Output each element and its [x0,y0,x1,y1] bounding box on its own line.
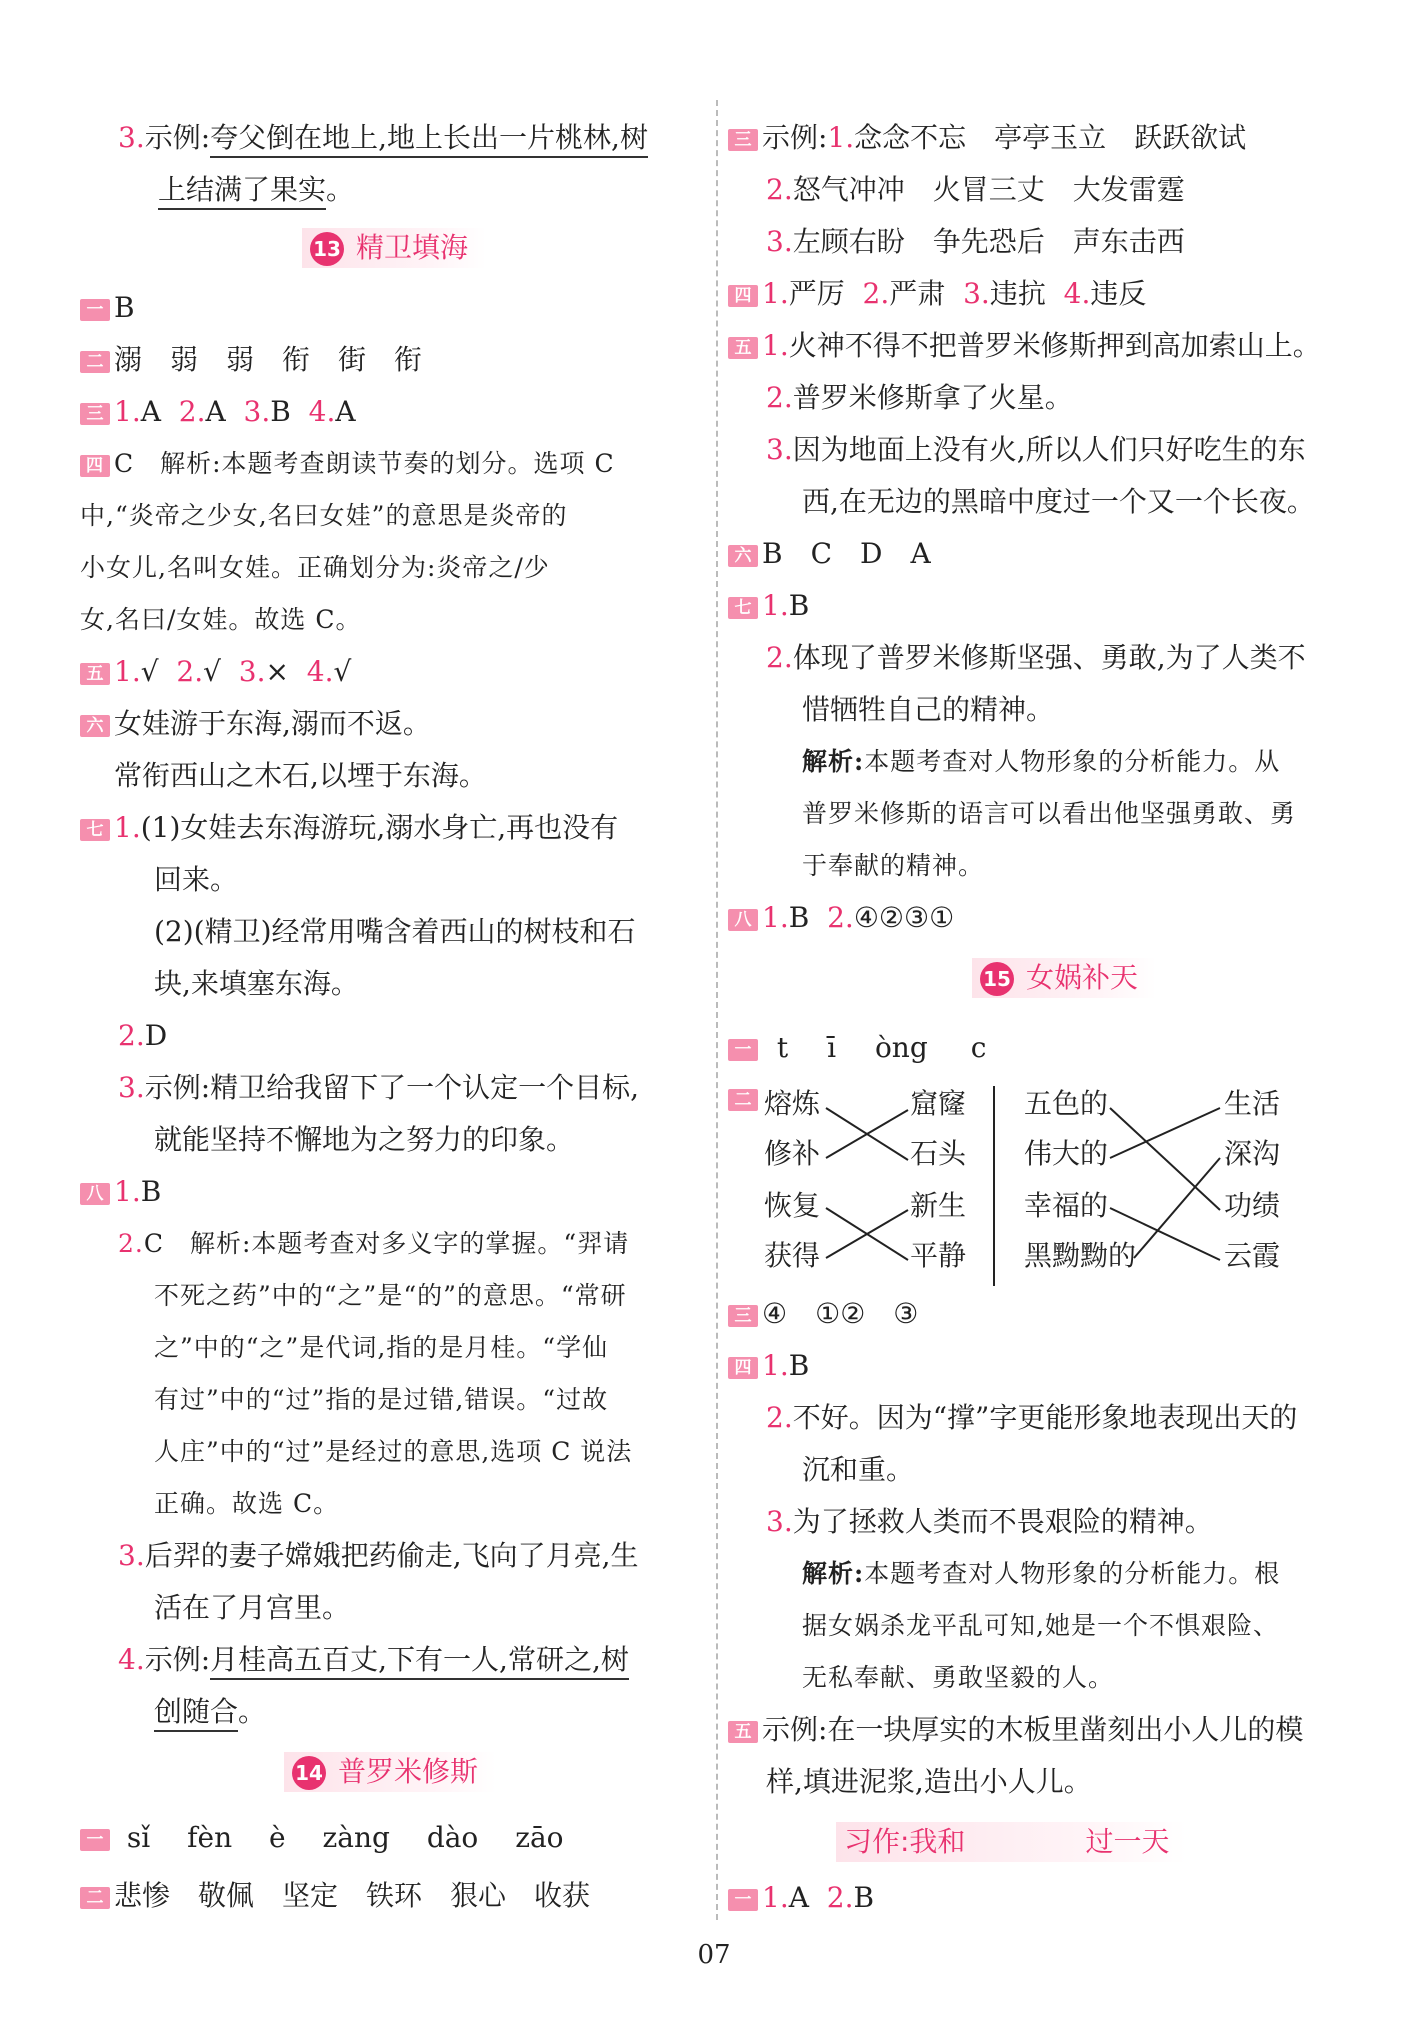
s13-answer-6-line1: 六 女娃游于东海,溺而不返。 [80,706,431,742]
s13-answer-8-3-line1: 3.后羿的妻子嫦娥把药偷走,飞向了月亮,生 [118,1539,639,1572]
match-right-a-2: 幸福的 [1024,1189,1109,1222]
s13-answer-7-3-line1: 3.示例:精卫给我留下了一个认定一个目标, [118,1071,640,1104]
s14-answer-2: 二 悲惨 敬佩 坚定 铁环 狠心 收获 [80,1878,590,1914]
section-badge: 五 [80,663,110,685]
section-badge: 二 [80,1887,110,1909]
s14-answer-1: 一 sǐ fèn è zàng dào zāo [80,1820,564,1856]
writing-answer-1: 一 1.A 2.B [728,1880,874,1916]
s14-answer-3-line1: 三 示例:1.念念不忘 亭亭玉立 跃跃欲试 [728,120,1246,156]
section-badge: 五 [728,1721,758,1743]
section-title-writing: 习作:我和 过一天 [836,1822,1187,1862]
s14-answer-3-line3: 3.左顾右盼 争先恐后 声东击西 [766,225,1185,258]
s14-answer-7-2-line1: 2.体现了普罗米修斯坚强、勇敢,为了人类不 [766,641,1306,674]
s15-answer-2-badge [728,1080,762,1116]
s14-answer-5-2: 2.普罗米修斯拿了火星。 [766,381,1073,414]
s13-answer-8-2-line1: 2.C 解析:本题考查对多义字的掌握。“羿请 [118,1229,630,1258]
s15-analysis-line1: 解析:本题考查对人物形象的分析能力。根 [802,1559,1281,1588]
s13-answer-8-2-line4: 有过”中的“过”指的是过错,错误。“过故 [154,1385,609,1414]
s13-answer-8-2-line3: 之”中的“之”是代词,指的是月桂。“学仙 [154,1333,609,1362]
section-badge: 一 [728,1889,758,1911]
s13-answer-4-line3: 小女儿,名叫女娃。正确划分为:炎帝之/少 [80,553,550,582]
s14-answer-7-2-line2: 惜牺牲自己的精神。 [802,693,1055,726]
section-badge: 二 [80,351,110,373]
s15-answer-1: 一 t ī òng c [728,1030,986,1066]
page-number: 07 [697,1940,731,1970]
match-right-b-1: 深沟 [1224,1137,1281,1170]
match-left-a-1: 修补 [764,1137,821,1170]
s13-answer-1: 一 B [80,290,135,326]
s13-answer-8-2-line2: 不死之药”中的“之”是“的”的意思。“常研 [154,1281,627,1310]
s13-answer-7-3-line2: 就能坚持不懈地为之努力的印象。 [154,1123,575,1156]
s13-answer-8-2-line5: 人庄”中的“过”是经过的意思,选项 C 说法 [154,1437,633,1466]
s13-answer-4-line2: 中,“炎帝之少女,名曰女娃”的意思是炎帝的 [80,501,568,530]
s15-analysis-line3: 无私奉献、勇敢坚毅的人。 [802,1663,1115,1692]
section-badge: 二 [728,1089,758,1111]
section-badge: 一 [728,1039,758,1061]
match-right-a-3: 黑黝黝的 [1024,1239,1137,1272]
section-badge: 四 [728,1357,758,1379]
s13-answer-7-1-line1: 七 1.(1)女娃去东海游玩,溺水身亡,再也没有 [80,810,618,846]
match-right-b-2: 功绩 [1224,1189,1281,1222]
match-right-b-3: 云霞 [1224,1239,1281,1272]
match-right-b-0: 生活 [1224,1087,1281,1120]
section-badge: 八 [728,909,758,931]
section-badge: 八 [80,1183,110,1205]
s15-analysis-line2: 据女娲杀龙平乱可知,她是一个不惧艰险、 [802,1611,1279,1640]
match-left-b-3: 平静 [910,1239,967,1272]
section-badge: 一 [80,1829,110,1851]
match-left-b-2: 新生 [910,1189,967,1222]
s15-answer-4-2-line1: 2.不好。因为“撑”字更能形象地表现出天的 [766,1401,1298,1434]
s15-answer-4-3: 3.为了拯救人类而不畏艰险的精神。 [766,1505,1213,1538]
s14-analysis-line2: 普罗米修斯的语言可以看出他坚强勇敢、勇 [802,799,1297,828]
s14-analysis-line1: 解析:本题考查对人物形象的分析能力。从 [802,747,1281,776]
s13-answer-8-4-line1: 4.示例:月桂高五百丈,下有一人,常研之,树 [118,1642,629,1678]
s13-answer-7-1-line2: 回来。 [154,863,239,896]
s14-answer-4: 四 1.严厉 2.严肃 3.违抗 4.违反 [728,276,1146,312]
s15-answer-5-line1: 五 示例:在一块厚实的木板里凿刻出小人儿的模 [728,1712,1303,1748]
s14-answer-6: 六 B C D A [728,536,931,572]
s13-answer-7-1-line4: 块,来填塞东海。 [154,967,359,1000]
match-left-a-2: 恢复 [764,1189,821,1222]
section-badge: 一 [80,299,110,321]
section-badge: 四 [80,455,110,477]
s13-answer-6-line2: 常衔西山之木石,以堙于东海。 [114,759,487,792]
s15-answer-5-line2: 样,填进泥浆,造出小人儿。 [766,1765,1092,1798]
match-left-a-0: 熔炼 [764,1087,821,1120]
s13-answer-8-4-line2: 创随合。 [154,1694,266,1730]
s15-answer-4-1: 四 1.B [728,1348,809,1384]
s14-answer-3-line2: 2.怒气冲冲 火冒三丈 大发雷霆 [766,173,1185,206]
section-badge: 六 [728,545,758,567]
match-left-b-0: 窟窿 [910,1087,967,1120]
s13-answer-8-3-line2: 活在了月宫里。 [154,1591,351,1624]
section-title-15: 15 女娲补天 [972,958,1156,998]
section-badge: 四 [728,285,758,307]
s13-answer-4-line4: 女,名曰/女娃。故选 C。 [80,605,362,634]
s13-answer-5: 五 1.√ 2.√ 3.× 4.√ [80,654,351,690]
section-badge: 五 [728,337,758,359]
section-badge: 三 [80,403,110,425]
section-badge: 七 [728,597,758,619]
s13-answer-8-2-line6: 正确。故选 C。 [154,1489,340,1518]
q12-3-line2: 上结满了果实。 [158,172,354,208]
section-title-13: 13 精卫填海 [302,228,486,268]
section-title-14: 14 普罗米修斯 [284,1752,496,1792]
section-badge: 三 [728,1305,758,1327]
s14-answer-8: 八 1.B 2.④②③① [728,900,954,936]
section-badge: 三 [728,129,758,151]
s15-answer-4-2-line2: 沉和重。 [802,1453,915,1486]
match-right-a-0: 五色的 [1024,1087,1109,1120]
s14-answer-5-1: 五 1.火神不得不把普罗米修斯押到高加索山上。 [728,328,1321,364]
q12-3-line1: 3.示例:夸父倒在地上,地上长出一片桃林,树 [118,120,648,156]
s14-answer-5-3-line1: 3.因为地面上没有火,所以人们只好吃生的东 [766,433,1306,466]
match-left-a-3: 获得 [764,1239,821,1272]
s13-answer-3: 三 1.A 2.A 3.B 4.A [80,394,356,430]
s14-analysis-line3: 于奉献的精神。 [802,851,985,880]
section-badge: 六 [80,715,110,737]
section-badge: 七 [80,819,110,841]
s13-answer-4-line1: 四 C 解析:本题考查朗读节奏的划分。选项 C [80,446,615,482]
s13-answer-2: 二 溺 弱 弱 衔 街 衔 [80,342,422,378]
s14-answer-5-3-line2: 西,在无边的黑暗中度过一个又一个长夜。 [802,485,1315,518]
match-left-b-1: 石头 [910,1137,967,1170]
s14-answer-7-1: 七 1.B [728,588,809,624]
match-right-a-1: 伟大的 [1024,1137,1109,1170]
s13-answer-7-2: 2.D [118,1019,168,1052]
column-divider [716,100,718,1920]
s13-answer-8-1: 八 1.B [80,1174,161,1210]
s13-answer-7-1-line3: (2)(精卫)经常用嘴含着西山的树枝和石 [154,915,636,948]
s15-answer-3: 三 ④ ①② ③ [728,1296,918,1332]
